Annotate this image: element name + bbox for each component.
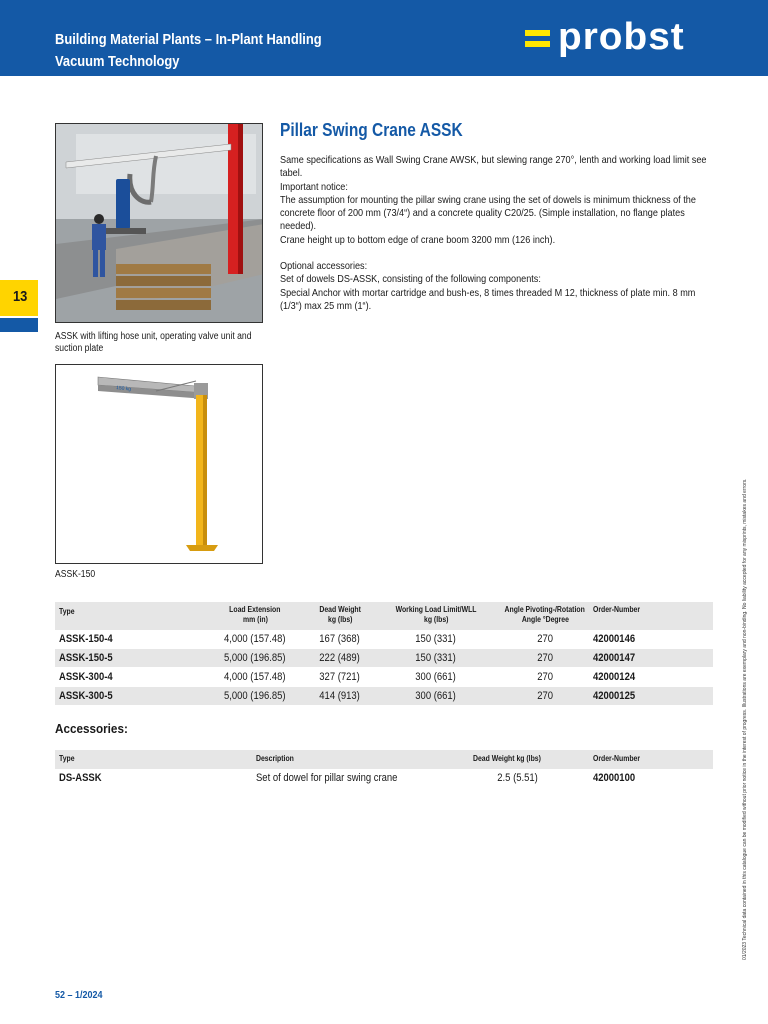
col-angle: Angle Pivoting-/Rotation Angle °Degree <box>504 605 586 624</box>
cell-dead-weight: 222 (489) <box>319 652 361 664</box>
crane-operation-illustration <box>56 124 263 323</box>
col-description: Description <box>256 754 294 763</box>
cell-wll: 300 (661) <box>415 690 457 702</box>
col-wll: Working Load Limit/WLL kg (lbs) <box>395 605 477 624</box>
col-order-number: Order-Number <box>593 605 641 614</box>
cell-angle: 270 <box>537 671 553 683</box>
cell-dead-weight: 2.5 (5.51) <box>497 772 539 784</box>
cell-load-extension: 5,000 (196.85) <box>224 652 286 664</box>
header-title <box>55 29 322 73</box>
pillar-crane-illustration <box>56 365 263 564</box>
caption-assk-150: ASSK-150 <box>55 569 96 580</box>
caption-crane-operation: ASSK with lifting hose unit, operating valve unit and suction plate <box>55 331 252 354</box>
cell-type: ASSK-300-4 <box>59 671 113 683</box>
cell-load-extension: 4,000 (157.48) <box>224 671 286 683</box>
logo-bar-top <box>525 30 550 36</box>
table-row <box>55 668 713 687</box>
crane-boom-label: 150 kg <box>115 385 132 393</box>
cell-description: Set of dowel for pillar swing crane <box>256 772 398 784</box>
optional-line-2: Special Anchor with mortar cartridge and bush-es, 8 times threaded M 12, thickness of plate min. 8 mm (1/3“) max 25 mm (1“). <box>280 286 696 312</box>
chapter-tab <box>0 280 38 316</box>
col-type: Type <box>59 754 75 763</box>
spec-table-header <box>55 602 713 630</box>
legal-side-note: 01/2023 Technical data contained in this catalogue can be modified without prior notice in the interest of progress. Illustrations are exemplary and non-binding. No liability accepted for any misprints, mistakes and errors. <box>742 478 748 960</box>
cell-wll: 150 (331) <box>415 652 457 664</box>
cell-type: ASSK-300-5 <box>59 690 113 702</box>
col-load-extension: Load Extension mm (in) <box>229 605 281 624</box>
col-order-number: Order-Number <box>593 754 641 763</box>
page-footer: 52 – 1/2024 <box>55 990 103 1001</box>
table-row <box>55 649 713 668</box>
product-title: Pillar Swing Crane ASSK <box>280 120 463 140</box>
accessories-table <box>55 750 713 788</box>
table-row <box>55 769 713 788</box>
assk-150-photo <box>55 364 263 564</box>
cell-order-number: 42000147 <box>593 652 636 664</box>
header-line-2: Vacuum Technology <box>55 53 180 70</box>
cell-wll: 150 (331) <box>415 633 457 645</box>
cell-wll: 300 (661) <box>415 671 457 683</box>
cell-dead-weight: 167 (368) <box>319 633 361 645</box>
chapter-number: 13 <box>13 288 28 305</box>
cell-order-number: 42000124 <box>593 671 636 683</box>
cell-dead-weight: 414 (913) <box>319 690 361 702</box>
cell-angle: 270 <box>537 690 553 702</box>
optional-line-1: Set of dowels DS-ASSK, consisting of the following components: <box>280 273 541 286</box>
cell-load-extension: 5,000 (196.85) <box>224 690 286 702</box>
chapter-tab-accent <box>0 318 38 332</box>
logo-text: probst <box>558 16 685 58</box>
probst-logo <box>525 16 715 62</box>
cell-type: ASSK-150-4 <box>59 633 113 645</box>
table-row <box>55 630 713 649</box>
cell-dead-weight: 327 (721) <box>319 671 361 683</box>
cell-angle: 270 <box>537 633 553 645</box>
col-dead-weight: Dead Weight kg (lbs) <box>319 605 361 624</box>
crane-operation-photo <box>55 123 263 323</box>
cell-type: DS-ASSK <box>59 772 102 784</box>
spec-table <box>55 602 713 706</box>
product-description <box>280 154 714 313</box>
cell-angle: 270 <box>537 652 553 664</box>
cell-order-number: 42000146 <box>593 633 636 645</box>
description-line-2: Important notice: <box>280 180 348 193</box>
cell-order-number: 42000100 <box>593 772 636 784</box>
col-type: Type <box>59 607 75 616</box>
accessories-table-header <box>55 750 713 769</box>
description-line-3: The assumption for mounting the pillar swing crane using the set of dowels is minimum thickness of the concrete floor of 200 mm (73/4“) and a concrete quality C20/25. (Simple installation, no flange plates needed). <box>280 193 696 233</box>
header-line-1: Building Material Plants – In-Plant Handling <box>55 31 322 48</box>
logo-bar-bottom <box>525 41 550 47</box>
cell-order-number: 42000125 <box>593 690 636 702</box>
table-row <box>55 687 713 706</box>
col-dead-weight: Dead Weight kg (lbs) <box>473 754 541 763</box>
optional-heading: Optional accessories: <box>280 260 368 273</box>
accessories-heading: Accessories: <box>55 721 128 736</box>
cell-load-extension: 4,000 (157.48) <box>224 633 286 645</box>
description-line-1: Same specifications as Wall Swing Crane AWSK, but slewing range 270°, lenth and working load limit see tabel. <box>280 154 707 180</box>
page-header <box>0 0 768 76</box>
cell-type: ASSK-150-5 <box>59 652 113 664</box>
description-line-4: Crane height up to bottom edge of crane boom 3200 mm (126 inch). <box>280 233 556 246</box>
